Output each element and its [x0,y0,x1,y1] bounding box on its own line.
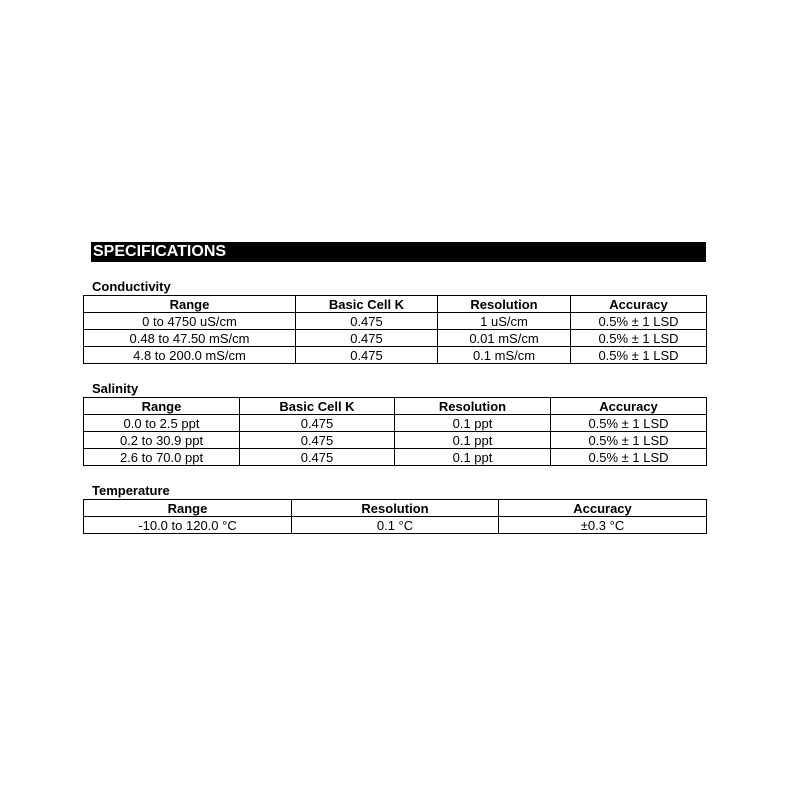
cell-resolution: 0.1 °C [292,517,499,534]
table-row [84,415,707,432]
cell-accuracy: ±0.3 °C [499,517,707,534]
table-row [84,330,707,347]
cell-cell-k: 0.475 [296,347,438,364]
cell-resolution: 1 uS/cm [438,313,571,330]
table-row [84,347,707,364]
cell-cell-k: 0.475 [296,330,438,347]
cell-cell-k: 0.475 [240,415,395,432]
cell-range: 4.8 to 200.0 mS/cm [84,347,296,364]
cell-accuracy: 0.5% ± 1 LSD [551,415,707,432]
header-accuracy: Accuracy [571,296,707,313]
cell-range: 2.6 to 70.0 ppt [84,449,240,466]
cell-range: 0.2 to 30.9 ppt [84,432,240,449]
table-row [84,449,707,466]
cell-cell-k: 0.475 [240,432,395,449]
header-accuracy: Accuracy [551,398,707,415]
cell-resolution: 0.1 mS/cm [438,347,571,364]
cell-resolution: 0.01 mS/cm [438,330,571,347]
cell-accuracy: 0.5% ± 1 LSD [551,449,707,466]
temperature-table [83,499,707,534]
cell-accuracy: 0.5% ± 1 LSD [571,347,707,364]
cell-cell-k: 0.475 [296,313,438,330]
table-header-row [84,500,707,517]
cell-resolution: 0.1 ppt [395,449,551,466]
cell-resolution: 0.1 ppt [395,432,551,449]
cell-accuracy: 0.5% ± 1 LSD [571,313,707,330]
header-cell-k: Basic Cell K [296,296,438,313]
header-range: Range [84,500,292,517]
header-range: Range [84,296,296,313]
table-header-row [84,296,707,313]
cell-resolution: 0.1 ppt [395,415,551,432]
salinity-title: Salinity [92,381,139,396]
table-header-row [84,398,707,415]
cell-cell-k: 0.475 [240,449,395,466]
cell-range: 0 to 4750 uS/cm [84,313,296,330]
cell-accuracy: 0.5% ± 1 LSD [571,330,707,347]
salinity-table [83,397,707,466]
header-resolution: Resolution [292,500,499,517]
header-accuracy: Accuracy [499,500,707,517]
cell-range: -10.0 to 120.0 °C [84,517,292,534]
specifications-banner: SPECIFICATIONS [91,242,706,262]
header-cell-k: Basic Cell K [240,398,395,415]
conductivity-title: Conductivity [92,279,171,294]
header-range: Range [84,398,240,415]
cell-accuracy: 0.5% ± 1 LSD [551,432,707,449]
table-row [84,432,707,449]
header-resolution: Resolution [395,398,551,415]
header-resolution: Resolution [438,296,571,313]
table-row [84,313,707,330]
table-row [84,517,707,534]
cell-range: 0.48 to 47.50 mS/cm [84,330,296,347]
temperature-title: Temperature [92,483,170,498]
cell-range: 0.0 to 2.5 ppt [84,415,240,432]
conductivity-table [83,295,707,364]
